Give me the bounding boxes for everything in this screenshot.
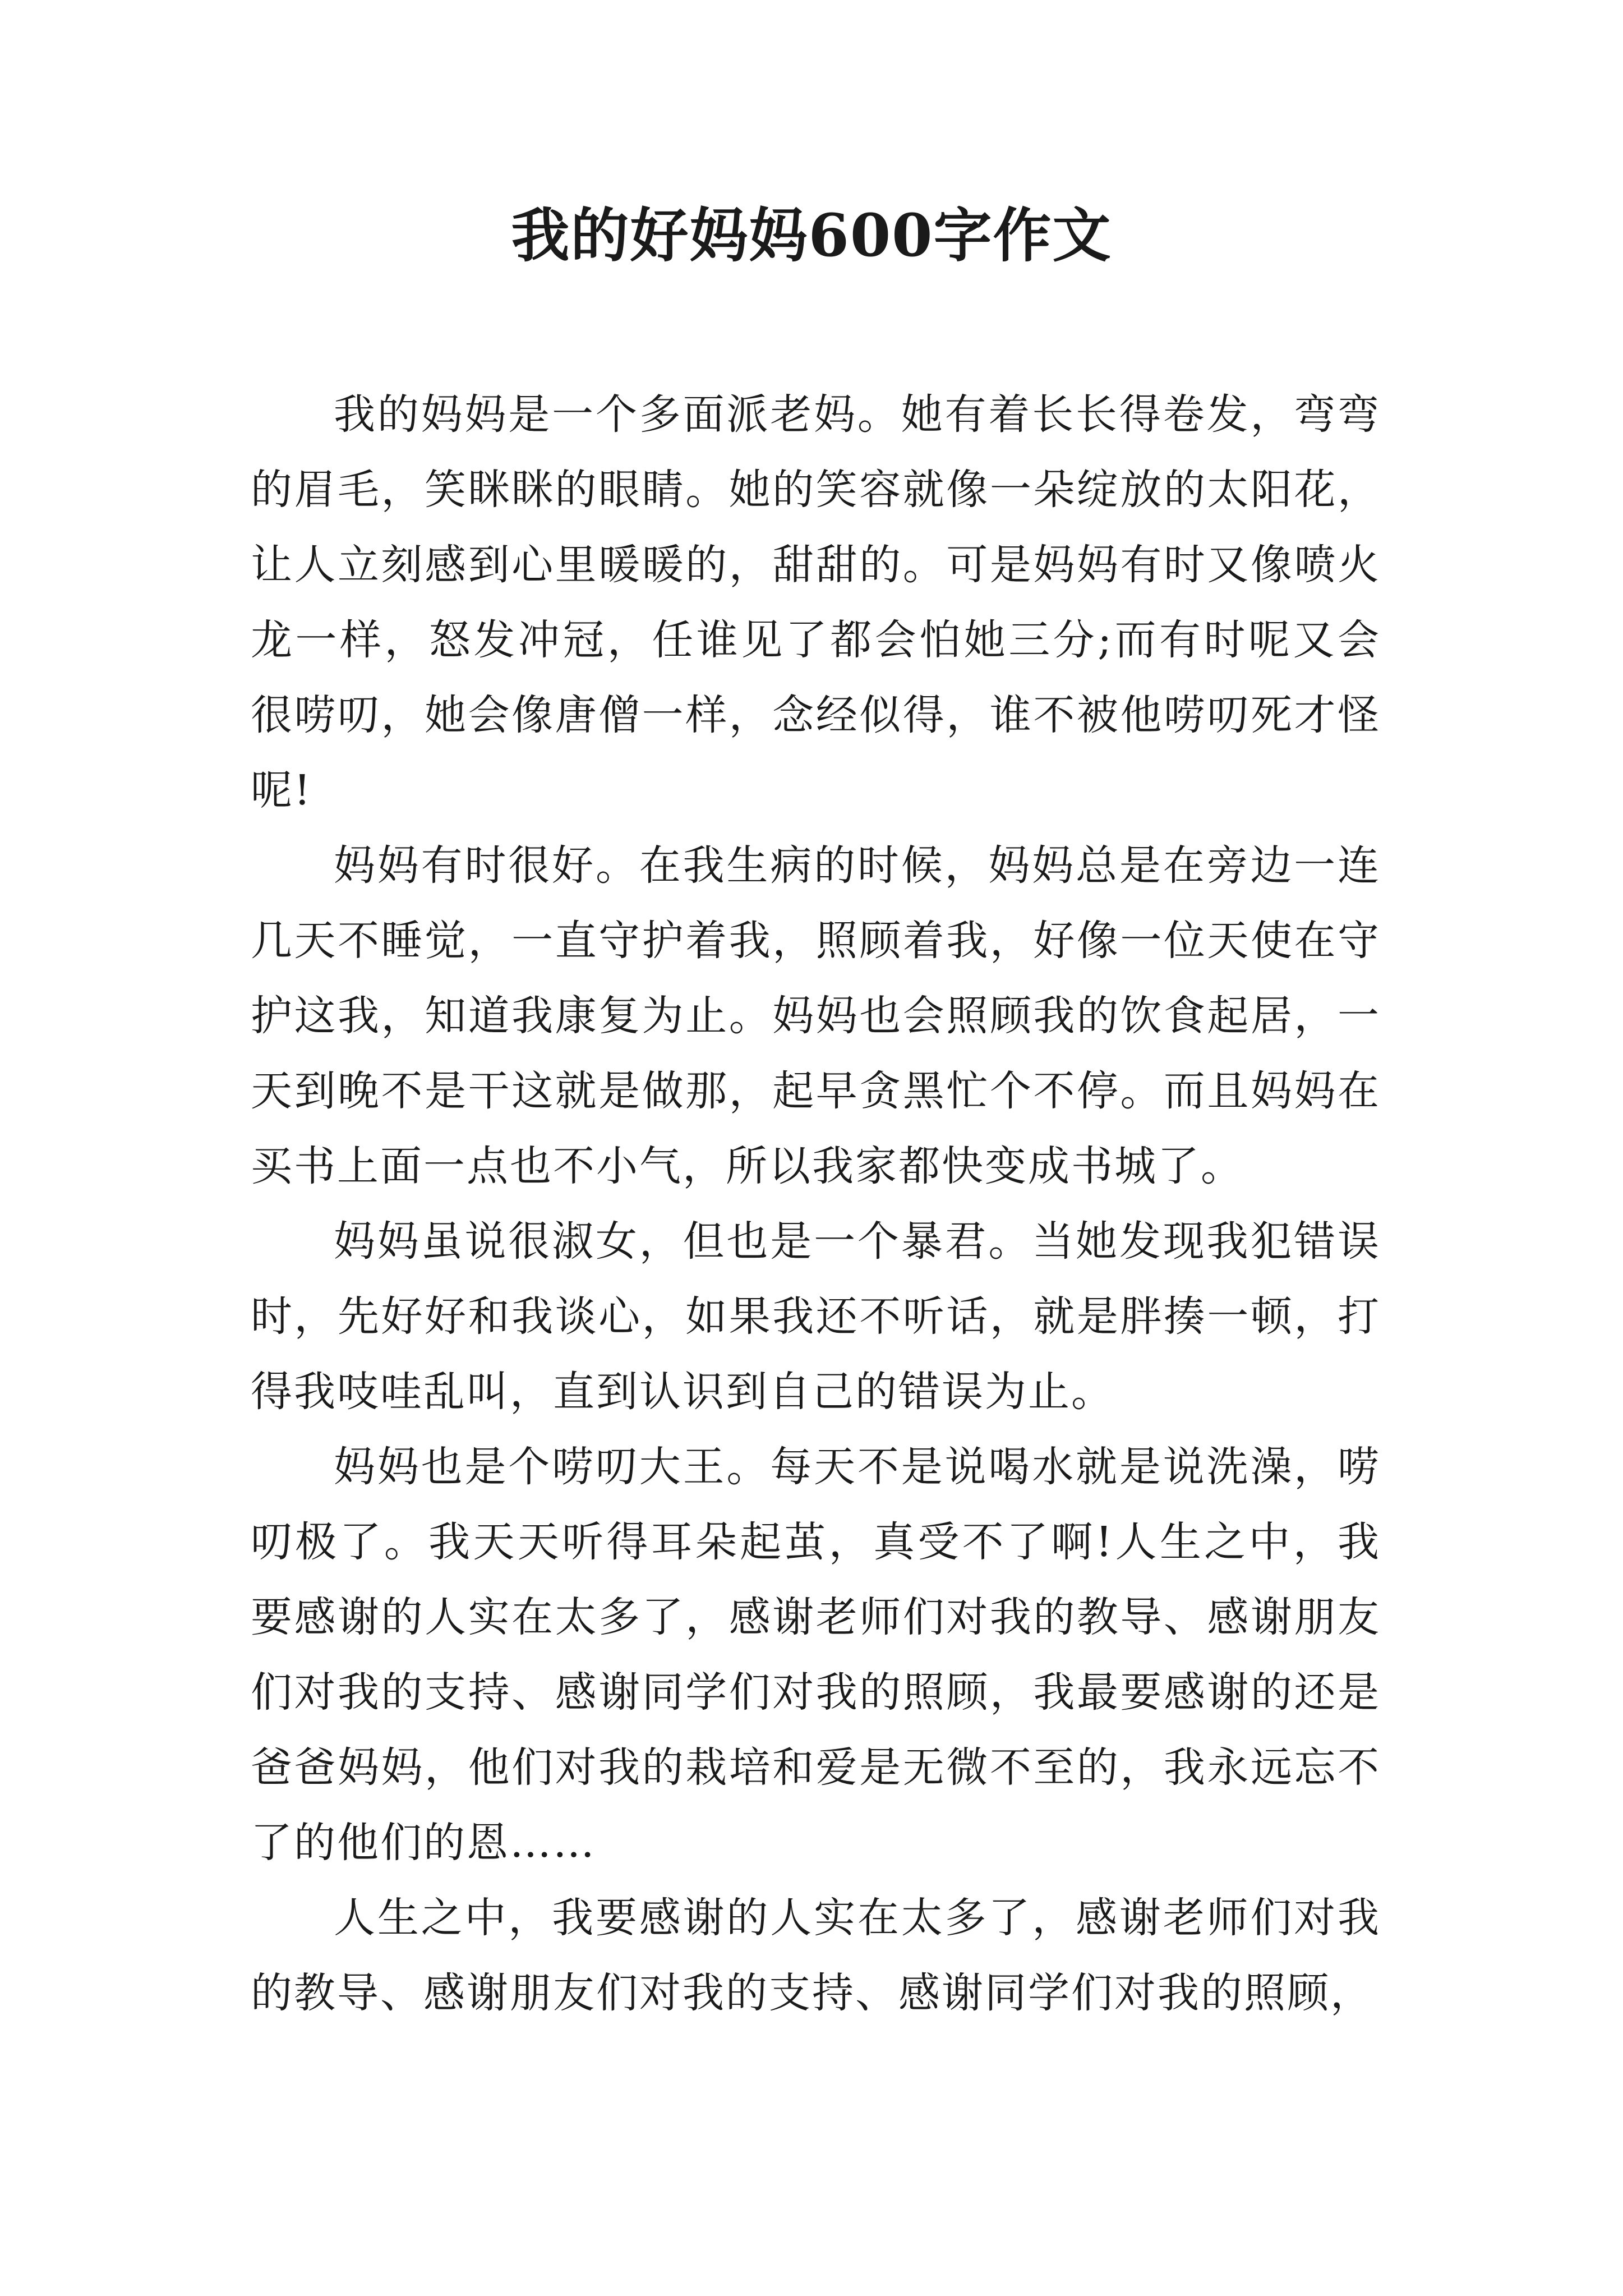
- paragraph-1: 我的妈妈是一个多面派老妈。她有着长长得卷发，弯弯的眉毛，笑眯眯的眼睛。她的笑容就像一朵绽放的太阳花，让人立刻感到心里暖暖的，甜甜的。可是妈妈有时又像喷火龙一样，怒发冲冠，任谁见了都会怕她三分;而有时呢又会很唠叨，她会像唐僧一样，念经似得，谁不被他唠叨死才怪呢!: [251, 390, 1381, 815]
- paragraph-5: 人生之中，我要感谢的人实在太多了，感谢老师们对我的教导、感谢朋友们对我的支持、感谢同学们对我的照顾，: [251, 1894, 1381, 2017]
- document-title: 我的好妈妈600字作文: [511, 201, 1112, 270]
- document-body: [251, 377, 1381, 2031]
- paragraph-3: 妈妈虽说很淑女，但也是一个暴君。当她发现我犯错误时，先好好和我谈心，如果我还不听话，就是胖揍一顿，打得我吱哇乱叫，直到认识到自己的错误为止。: [251, 1217, 1381, 1416]
- paragraph-4: 妈妈也是个唠叨大王。每天不是说喝水就是说洗澡，唠叨极了。我天天听得耳朵起茧，真受不了啊!人生之中，我要感谢的人实在太多了，感谢老师们对我的教导、感谢朋友们对我的支持、感谢同学们对我的照顾，我最要感谢的还是爸爸妈妈，他们对我的栽培和爱是无微不至的，我永远忘不了的他们的恩……: [251, 1443, 1381, 1867]
- paragraph-2: 妈妈有时很好。在我生病的时候，妈妈总是在旁边一连几天不睡觉，一直守护着我，照顾着我，好像一位天使在守护这我，知道我康复为止。妈妈也会照顾我的饮食起居，一天到晚不是干这就是做那，起早贪黑忙个不停。而且妈妈在买书上面一点也不小气，所以我家都快变成书城了。: [251, 841, 1381, 1190]
